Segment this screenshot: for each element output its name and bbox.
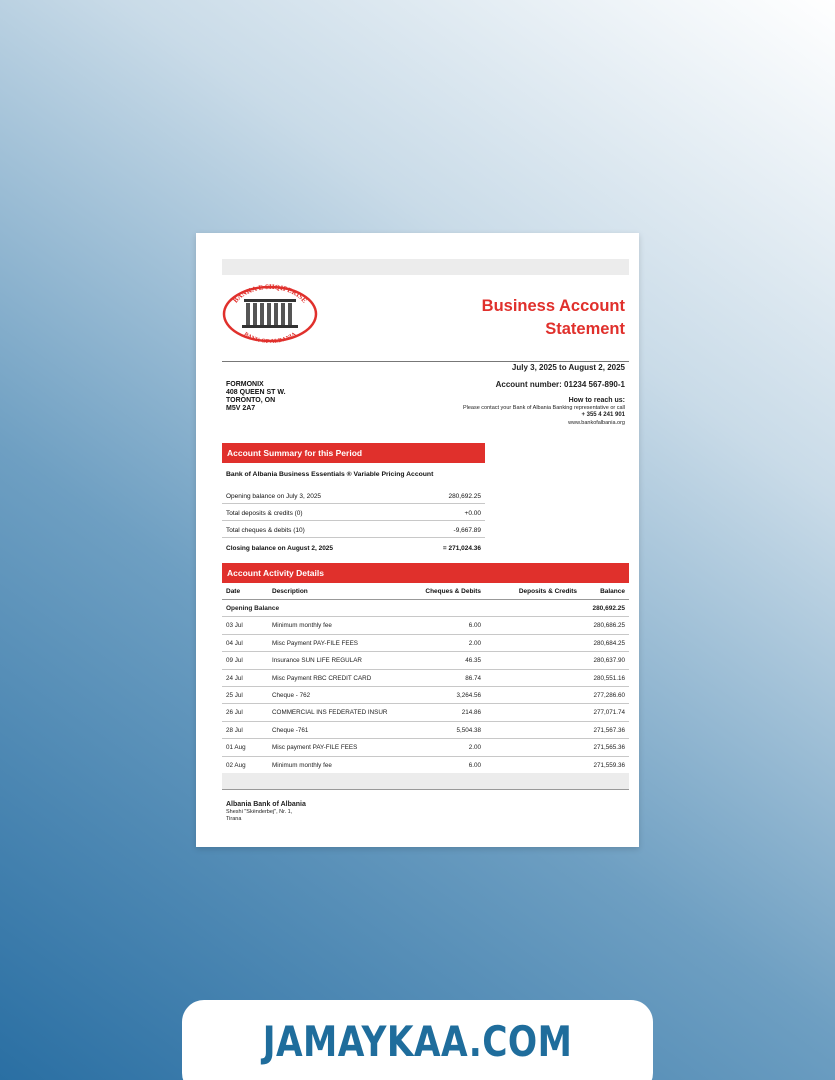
logo-text-top: BANKA E SHQIPERISE <box>231 282 309 305</box>
brand-banner <box>182 1000 653 1080</box>
header-bar <box>222 259 629 275</box>
activity-table-header <box>222 585 629 600</box>
footer-address-line: Sheshi "Skënderbej", Nr. 1, <box>226 809 293 815</box>
title-line-1: Business Account <box>481 297 625 315</box>
col-deposits: Deposits & Credits <box>518 588 577 595</box>
row-balance: 280,686.25 <box>593 622 625 630</box>
row-balance: 280,684.25 <box>593 639 625 647</box>
footer-bank-name: Albania Bank of Albania <box>226 801 306 808</box>
table-row <box>222 635 629 652</box>
summary-value: 280,692.25 <box>448 493 481 500</box>
summary-value: -9,667.89 <box>453 527 481 534</box>
col-balance: Balance <box>600 588 625 595</box>
summary-subtitle: Bank of Albania Business Essentials ® Variable Pricing Account <box>226 471 434 478</box>
account-number: Account number: 01234 567-890-1 <box>495 380 625 389</box>
bank-footer <box>226 800 306 822</box>
row-description: Misc payment PAY-FILE FEES <box>272 744 358 752</box>
row-cheques: 46.35 <box>465 657 481 665</box>
statement-document <box>196 233 639 847</box>
row-cheques: 5,504.38 <box>456 726 481 734</box>
row-cheques: 3,264.56 <box>456 692 481 699</box>
row-date: 03 Jul <box>226 622 243 630</box>
contact-heading: How to reach us: <box>568 397 625 404</box>
row-cheques: 2.00 <box>468 639 481 647</box>
row-cheques: 6.00 <box>468 622 481 630</box>
row-balance: 277,071.74 <box>593 709 625 717</box>
opening-balance: 280,692.25 <box>592 605 625 612</box>
summary-label: Closing balance on August 2, 2025 <box>226 545 334 552</box>
row-date: 01 Aug <box>226 744 246 752</box>
address-line: FORMONIX <box>226 381 264 388</box>
row-date: 04 Jul <box>226 639 243 647</box>
summary-row <box>222 504 485 521</box>
row-balance: 271,567.36 <box>593 726 625 734</box>
table-row <box>222 722 629 739</box>
summary-label: Opening balance on July 3, 2025 <box>226 493 322 500</box>
address-line: 408 QUEEN ST W. <box>226 389 286 396</box>
summary-label: Total cheques & debits (10) <box>226 527 305 534</box>
row-balance: 271,559.36 <box>593 761 625 769</box>
row-cheques: 214.86 <box>461 709 481 717</box>
row-date: 02 Aug <box>226 761 246 769</box>
row-date: 09 Jul <box>226 657 243 665</box>
customer-address <box>226 381 286 413</box>
contact-phone: + 355 4 241 901 <box>581 412 625 418</box>
opening-label: Opening Balance <box>226 605 280 612</box>
row-description: Cheque - 762 <box>272 692 311 699</box>
statement-period: July 3, 2025 to August 2, 2025 <box>511 363 625 372</box>
row-balance: 277,286.60 <box>593 692 625 699</box>
table-row <box>222 757 629 774</box>
table-row <box>222 739 629 756</box>
summary-row <box>222 487 485 504</box>
summary-row-closing <box>222 538 485 555</box>
row-description: COMMERCIAL INS FEDERATED INSUR <box>272 709 388 717</box>
row-date: 26 Jul <box>226 709 243 717</box>
table-row <box>222 687 629 704</box>
table-row <box>222 652 629 669</box>
title-line-2: Statement <box>545 320 625 338</box>
address-line: TORONTO, ON <box>226 397 276 404</box>
row-cheques: 86.74 <box>465 674 481 682</box>
contact-info <box>463 397 625 427</box>
footer-city: Tirana <box>226 815 242 822</box>
row-description: Insurance SUN LIFE REGULAR <box>272 657 362 665</box>
row-description: Minimum monthly fee <box>272 761 332 769</box>
logo-text-bottom: BANK OF ALBANIA <box>242 331 298 343</box>
header-divider <box>222 361 629 362</box>
summary-value: = 271,024.36 <box>442 545 481 552</box>
summary-label: Total deposits & credits (0) <box>226 510 303 517</box>
row-balance: 280,637.90 <box>593 657 625 665</box>
table-footer-bar <box>222 773 629 789</box>
contact-note: Please contact your Bank of Albania Banking representative or call <box>462 404 625 411</box>
row-description: Misc Payment RBC CREDIT CARD <box>272 674 372 682</box>
bank-logo <box>222 281 318 343</box>
summary-value: +0.00 <box>464 510 481 517</box>
row-balance: 280,551.16 <box>593 674 625 682</box>
row-cheques: 2.00 <box>468 744 481 752</box>
row-date: 24 Jul <box>226 674 243 682</box>
contact-website: www.bankofalbania.org <box>568 419 625 426</box>
col-description: Description <box>272 588 308 595</box>
row-cheques: 6.00 <box>468 761 481 769</box>
row-date: 25 Jul <box>226 692 243 699</box>
col-date: Date <box>226 588 241 595</box>
row-date: 28 Jul <box>226 726 243 734</box>
brand-watermark: JAMAYKAA.COM <box>262 1017 573 1066</box>
address-line: M5V 2A7 <box>226 405 256 412</box>
table-row <box>222 704 629 721</box>
table-row <box>222 670 629 687</box>
table-row <box>222 617 629 634</box>
row-description: Cheque -761 <box>272 726 309 734</box>
activity-heading: Account Activity Details <box>222 563 629 583</box>
statement-title <box>425 295 625 341</box>
svg-text:BANK OF ALBANIA <box>242 331 298 343</box>
row-description: Minimum monthly fee <box>272 622 332 630</box>
row-description: Misc Payment PAY-FILE FEES <box>272 639 358 647</box>
opening-balance-row <box>222 600 629 617</box>
footer-divider <box>222 789 629 790</box>
row-balance: 271,565.36 <box>593 744 625 752</box>
col-cheques: Cheques & Debits <box>425 588 481 595</box>
summary-heading: Account Summary for this Period <box>222 443 485 463</box>
summary-row <box>222 521 485 538</box>
